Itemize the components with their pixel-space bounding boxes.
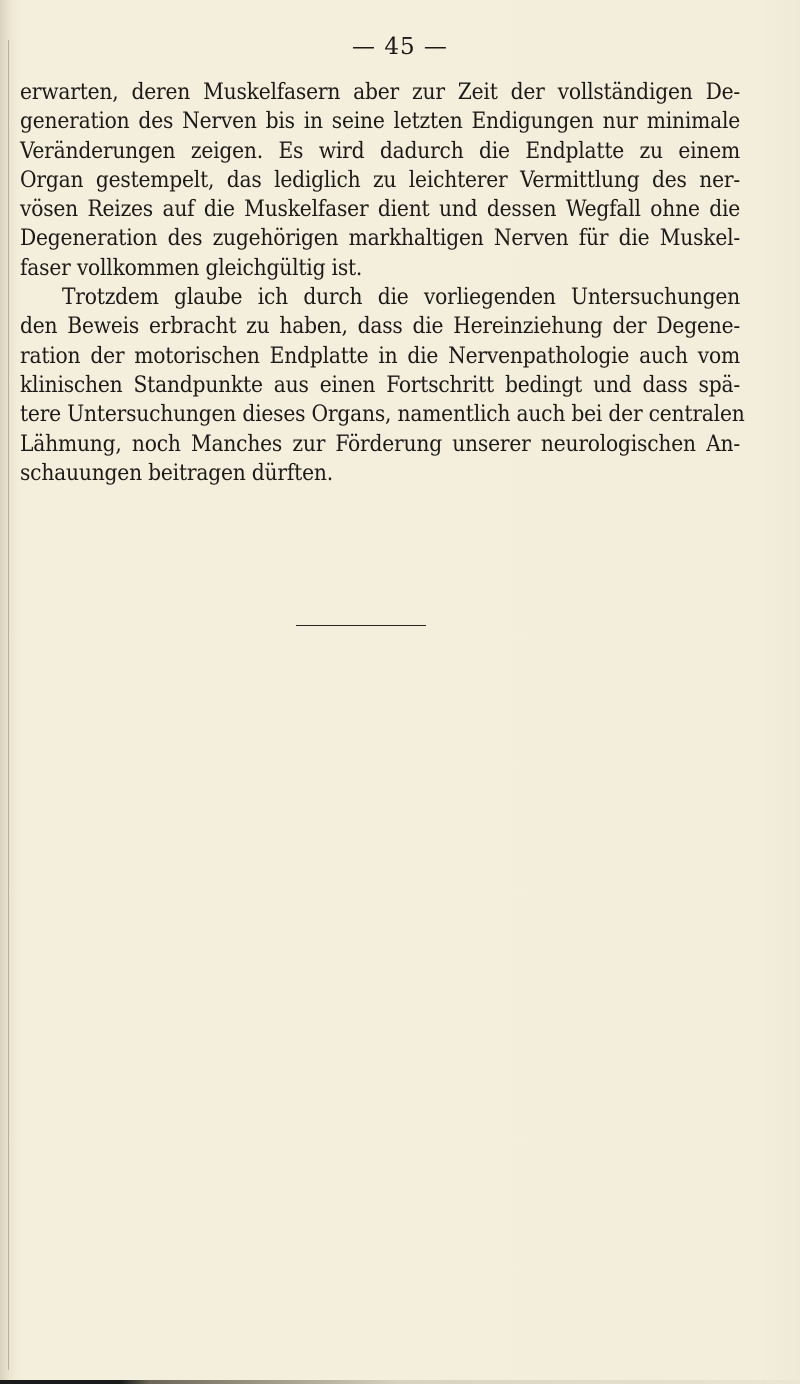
text-line: erwarten, deren Muskelfasern aber zur Zeit der vollständigen De- xyxy=(20,79,740,105)
paragraph-1 xyxy=(20,78,740,283)
section-end-rule xyxy=(296,625,426,626)
text-line: ration der motorischen Endplatte in die Nervenpathologie auch vom xyxy=(20,342,740,369)
body-text xyxy=(20,78,745,488)
text-line: Degeneration des zugehörigen markhaltigen Nerven für die Muskel- xyxy=(20,225,740,252)
text-line: faser vollkommen gleichgültig ist. xyxy=(20,254,363,281)
text-line: Organ gestempelt, das lediglich zu leichterer Vermittlung des ner- xyxy=(20,166,740,193)
text-line: schauungen beitragen dürften. xyxy=(20,459,333,486)
gutter-shadow-line xyxy=(8,40,9,1370)
text-line: Lähmung, noch Manches zur Förderung unserer neurologischen An- xyxy=(20,430,740,457)
paragraph-2 xyxy=(20,283,745,488)
text-line: Veränderungen zeigen. Es wird dadurch die Endplatte zu einem xyxy=(20,137,740,164)
text-line: den Beweis erbracht zu haben, dass die Hereinziehung der Degene- xyxy=(20,313,740,340)
text-line: klinischen Standpunkte aus einen Fortschritt bedingt und dass spä- xyxy=(20,371,740,398)
text-line: vösen Reizes auf die Muskelfaser dient und dessen Wegfall ohne die xyxy=(20,196,740,223)
page-number: — 45 — xyxy=(352,34,448,60)
text-line: generation des Nerven bis in seine letzten Endigungen nur minimale xyxy=(20,108,740,135)
page-bottom-edge xyxy=(0,1380,800,1384)
text-line: Trotzdem glaube ich durch die vorliegenden Untersuchungen xyxy=(62,284,740,311)
text-line: tere Untersuchungen dieses Organs, namentlich auch bei der centralen xyxy=(20,401,745,428)
